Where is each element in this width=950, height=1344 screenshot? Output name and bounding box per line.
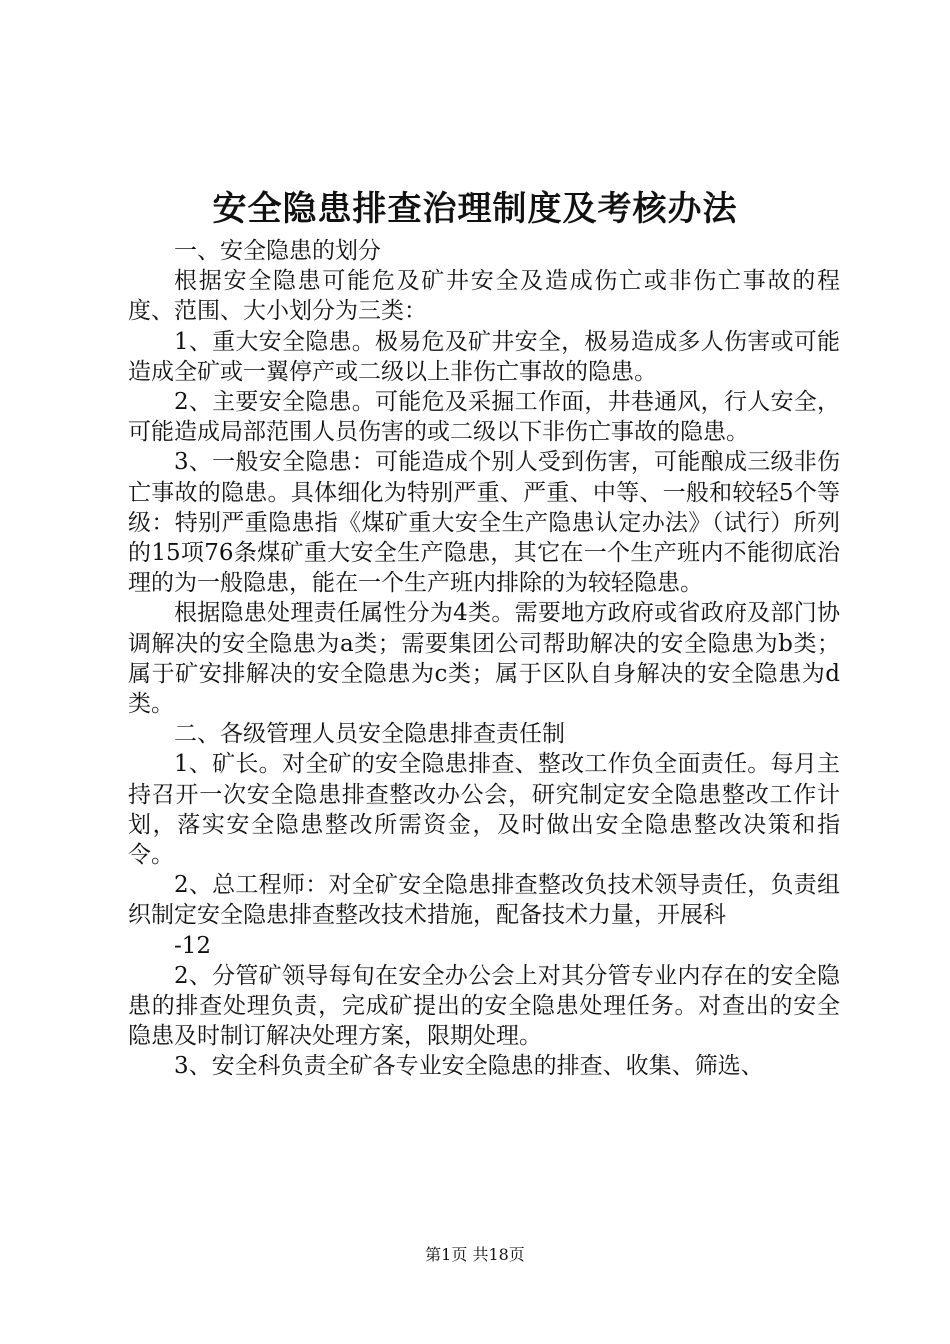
document-body — [128, 236, 840, 1082]
document-title: 安全隐患排查治理制度及考核办法 — [212, 189, 738, 229]
body-paragraph: 2、总工程师：对全矿安全隐患排查整改负技术领导责任，负责组织制定安全隐患排查整改技术措施，配备技术力量，开展科 — [128, 872, 840, 929]
body-paragraph: 3、一般安全隐患：可能造成个别人受到伤害，可能酿成三级非伤亡事故的隐患。具体细化为特别严重、严重、中等、一般和较轻5个等级：特别严重隐患指《煤矿重大安全生产隐患认定办法》（试行）所列的15项76条煤矿重大安全生产隐患，其它在一个生产班内不能彻底治理的为一般隐患，能在一个生产班内排除的为较轻隐患。 — [128, 449, 840, 597]
body-paragraph: 3、安全科负责全矿各专业安全隐患的排查、收集、筛选、 — [174, 1053, 764, 1080]
body-paragraph: 2、主要安全隐患。可能危及采掘工作面，井巷通风，行人安全，可能造成局部范围人员伤害的或二级以下非伤亡事故的隐患。 — [128, 389, 840, 446]
section-heading-1: 一、安全隐患的划分 — [174, 238, 381, 264]
body-paragraph: 根据隐患处理责任属性分为4类。需要地方政府或省政府及部门协调解决的安全隐患为a类；需要集团公司帮助解决的安全隐患为b类；属于矿安排解决的安全隐患为c类；属于区队自身解决的安全隐患为d类。 — [128, 600, 840, 718]
body-paragraph: 根据安全隐患可能危及矿井安全及造成伤亡或非伤亡事故的程度、范围、大小划分为三类： — [128, 268, 840, 325]
page-break-marker: -12 — [174, 932, 212, 959]
section-heading-2: 二、各级管理人员安全隐患排查责任制 — [174, 721, 565, 748]
body-paragraph: 1、重大安全隐患。极易危及矿井安全，极易造成多人伤害或可能造成全矿或一翼停产或二级以上非伤亡事故的隐患。 — [128, 328, 840, 385]
body-paragraph: 1、矿长。对全矿的安全隐患排查、整改工作负全面责任。每月主持召开一次安全隐患排查整改办公会，研究制定安全隐患整改工作计划，落实安全隐患整改所需资金，及时做出安全隐患整改决策和指令。 — [128, 751, 840, 869]
page-number: 第1页 共18页 — [425, 1245, 525, 1264]
body-paragraph: 2、分管矿领导每旬在安全办公会上对其分管专业内存在的安全隐患的排查处理负责，完成矿提出的安全隐患处理任务。对查出的安全隐患及时制订解决处理方案，限期处理。 — [128, 962, 840, 1050]
